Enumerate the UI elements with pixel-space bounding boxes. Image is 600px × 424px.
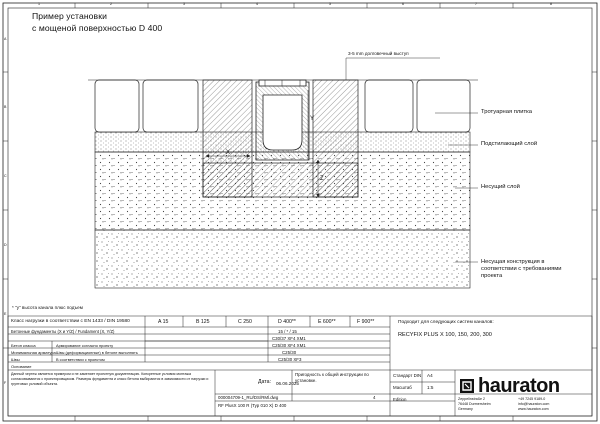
row-label-3: Основание: [11, 364, 32, 369]
load-class-e600: E 600**: [318, 319, 336, 325]
hauraton-logo: hauraton: [478, 375, 560, 397]
grid-col-1: 1: [38, 2, 40, 6]
grid-col-7: 7: [475, 2, 477, 6]
grid-col-4: 4: [256, 2, 258, 6]
row-value-0: C25/30 XF4 XM1: [272, 343, 306, 348]
dimension-label-z: Z: [320, 176, 324, 182]
company-phone: +49 7245 9189-0: [518, 397, 546, 401]
dimension-label-x: X: [226, 150, 231, 156]
load-class-f900: F 900**: [357, 319, 375, 325]
drawing-title-line2: с мощеной поверхностью D 400: [32, 23, 163, 33]
product-line: RECYFIX PLUS X 100, 150, 200, 300: [398, 332, 492, 338]
hauraton-logo-mark: [459, 378, 475, 394]
grating: [259, 80, 306, 86]
concrete-value-class: C30/37 XF4 XM1: [272, 336, 306, 341]
format-value: A4: [427, 373, 433, 378]
grid-col-6: 6: [402, 2, 404, 6]
disclaimer: Данный чертеж является примером и не заменяет проектную документацию. Конкретные условия монтажа согласовываются с проектировщиком. Размеры фундамента и класс бетона выбираются в зависимости от нагрузки и грунтовых условий объекта.: [11, 372, 209, 386]
row-value-1: C25/30: [282, 350, 297, 355]
layer-label-bedding: Подстилающий слой: [481, 141, 538, 147]
grid-col-8: 8: [550, 2, 552, 6]
load-class-c250: C 250: [238, 319, 252, 325]
footnote: * "y" высота канала плюс подъем: [12, 305, 83, 310]
offset-note: 3-5 mm долговечный выступ: [348, 51, 409, 56]
layer-label-base: Несущий слой: [481, 184, 520, 190]
company-email: info@hauraton.com: [518, 402, 550, 406]
product-header: Подходит для следующих систем каналов:: [398, 320, 494, 325]
company-web: www.hauraton.com: [518, 407, 549, 411]
grid-row-e: E: [4, 312, 7, 316]
row-note-2: В соответствии с проектом: [56, 357, 105, 362]
load-class-header: Класс нагрузки в соответствии с EN 1433 / DIN 19580: [11, 319, 130, 324]
company-address-2: 76448 Durmersheim: [458, 402, 491, 406]
grid-row-a: A: [4, 37, 7, 41]
drawing-title-line1: Пример установки: [32, 11, 107, 21]
grid-row-f: F: [4, 381, 7, 385]
concrete-foundation: [203, 163, 358, 197]
logo-icon: [459, 378, 475, 394]
layer-label-paving: Тротуарная плитка: [481, 109, 533, 115]
scale-label: Масштаб: [393, 385, 412, 390]
company-address-3: Germany: [458, 407, 473, 411]
grid-row-c: C: [4, 174, 7, 178]
subgrade-layer: [95, 230, 470, 288]
grid-col-2: 2: [110, 2, 112, 6]
drawing-ref: RF PlusX 100 R (Typ 010 X) D 400: [218, 403, 287, 408]
note-text: Пригодность к общей инструкции по установке.: [295, 372, 369, 383]
row-label-2: Швы: [11, 357, 20, 362]
standard-label: Стандарт DIN: [393, 373, 422, 378]
date-value: 06.06.2025: [276, 381, 299, 386]
grid-col-5: 5: [329, 2, 331, 6]
file-code: 000004709-1_RU/DS/RMl.dwg: [218, 395, 279, 400]
file-number: 4: [373, 395, 376, 400]
sheet-label: Edition: [393, 397, 407, 402]
load-class-b125: B 125: [196, 319, 210, 325]
row-note-1: Швы (деформационные) в бетоне выполнять: [56, 350, 138, 355]
grid-row-d: D: [4, 243, 7, 247]
concrete-row-label: Бетонные фундаменты (X и Y/Z) / Fundament (X, Y/Z): [11, 329, 115, 334]
layer-label-subgrade: Несущая конструкция в соответствии с требованиями проекта: [481, 259, 562, 280]
load-class-d400: D 400**: [278, 319, 296, 325]
grid-row-b: B: [4, 105, 7, 109]
row-note-0: Армирование согласно проекту: [56, 343, 114, 348]
scale-value: 1:5: [427, 385, 434, 390]
cross-section: [88, 58, 478, 288]
row-value-2: C25/30 XF3: [278, 357, 302, 362]
dimension-label-y: Y: [310, 116, 315, 122]
row-label-1: Минимальная арматура: [11, 350, 56, 355]
grid-col-3: 3: [183, 2, 185, 6]
date-label: Дата:: [258, 379, 271, 385]
concrete-value-dims: 15 / * / 15: [278, 329, 297, 334]
row-label-0: Бетон класса: [11, 343, 36, 348]
load-class-a15: A 15: [158, 319, 169, 325]
channel-inner: [263, 95, 302, 150]
company-address-1: Zeppelinstraße 2: [458, 397, 485, 401]
